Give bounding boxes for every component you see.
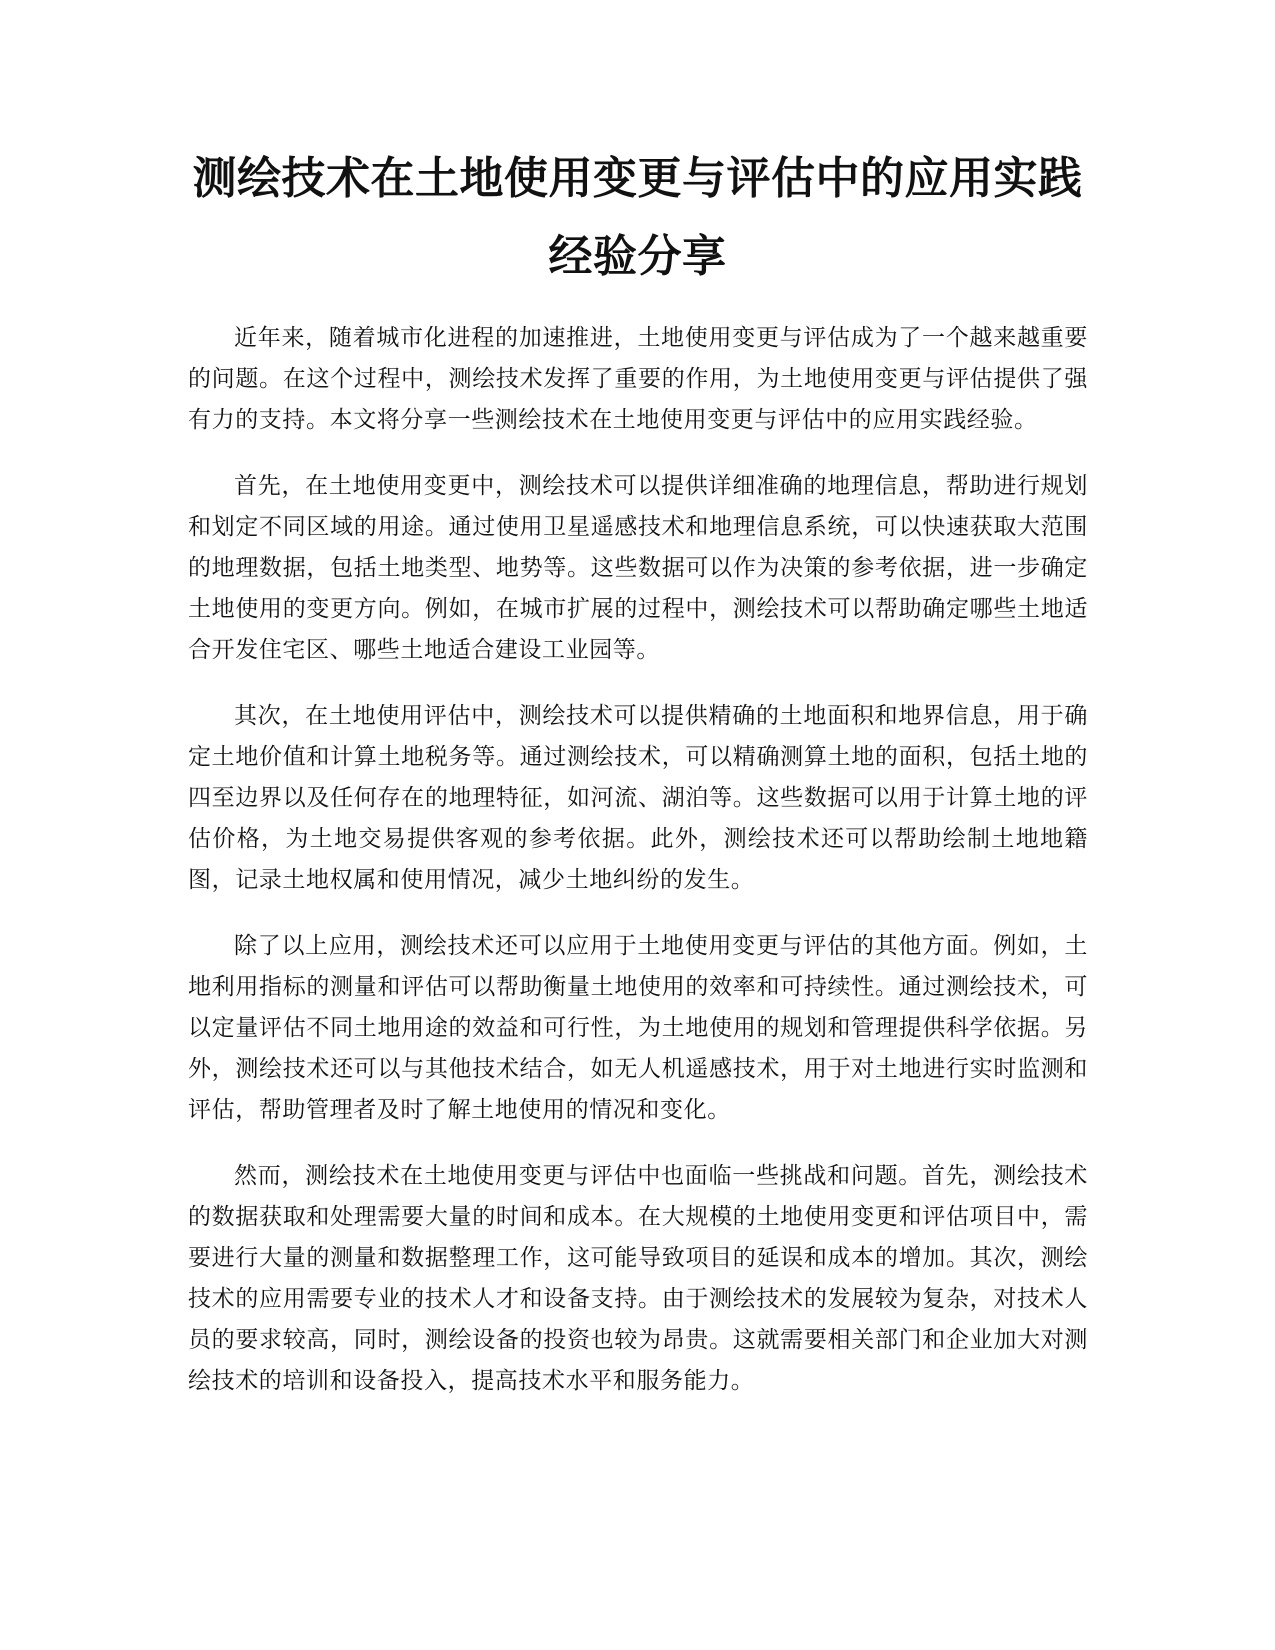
paragraph-other-applications: 除了以上应用，测绘技术还可以应用于土地使用变更与评估的其他方面。例如，土地利用指标的测量和评估可以帮助衡量土地使用的效率和可持续性。通过测绘技术，可以定量评估不同土地用途的效益和可行性，为土地使用的规划和管理提供科学依据。另外，测绘技术还可以与其他技术结合，如无人机遥感技术，用于对土地进行实时监测和评估，帮助管理者及时了解土地使用的情况和变化。 [188,933,1088,1123]
paragraph-land-use-change: 首先，在土地使用变更中，测绘技术可以提供详细准确的地理信息，帮助进行规划和划定不同区域的用途。通过使用卫星遥感技术和地理信息系统，可以快速获取大范围的地理数据，包括土地类型、地势等。这些数据可以作为决策的参考依据，进一步确定土地使用的变更方向。例如，在城市扩展的过程中，测绘技术可以帮助确定哪些土地适合开发住宅区、哪些土地适合建设工业园等。 [188,473,1088,663]
paragraph-land-evaluation: 其次，在土地使用评估中，测绘技术可以提供精确的土地面积和地界信息，用于确定土地价值和计算土地税务等。通过测绘技术，可以精确测算土地的面积，包括土地的四至边界以及任何存在的地理特征，如河流、湖泊等。这些数据可以用于计算土地的评估价格，为土地交易提供客观的参考依据。此外，测绘技术还可以帮助绘制土地地籍图，记录土地权属和使用情况，减少土地纠纷的发生。 [188,703,1088,893]
document-body [188,318,1088,1427]
document-title: 测绘技术在土地使用变更与评估中的应用实践经验分享 [192,153,1083,282]
paragraph-intro: 近年来，随着城市化进程的加速推进，土地使用变更与评估成为了一个越来越重要的问题。在这个过程中，测绘技术发挥了重要的作用，为土地使用变更与评估提供了强有力的支持。本文将分享一些测绘技术在土地使用变更与评估中的应用实践经验。 [188,325,1088,433]
paragraph-challenges: 然而，测绘技术在土地使用变更与评估中也面临一些挑战和问题。首先，测绘技术的数据获取和处理需要大量的时间和成本。在大规模的土地使用变更和评估项目中，需要进行大量的测量和数据整理工作，这可能导致项目的延误和成本的增加。其次，测绘技术的应用需要专业的技术人才和设备支持。由于测绘技术的发展较为复杂，对技术人员的要求较高，同时，测绘设备的投资也较为昂贵。这就需要相关部门和企业加大对测绘技术的培训和设备投入，提高技术水平和服务能力。 [188,1163,1088,1394]
